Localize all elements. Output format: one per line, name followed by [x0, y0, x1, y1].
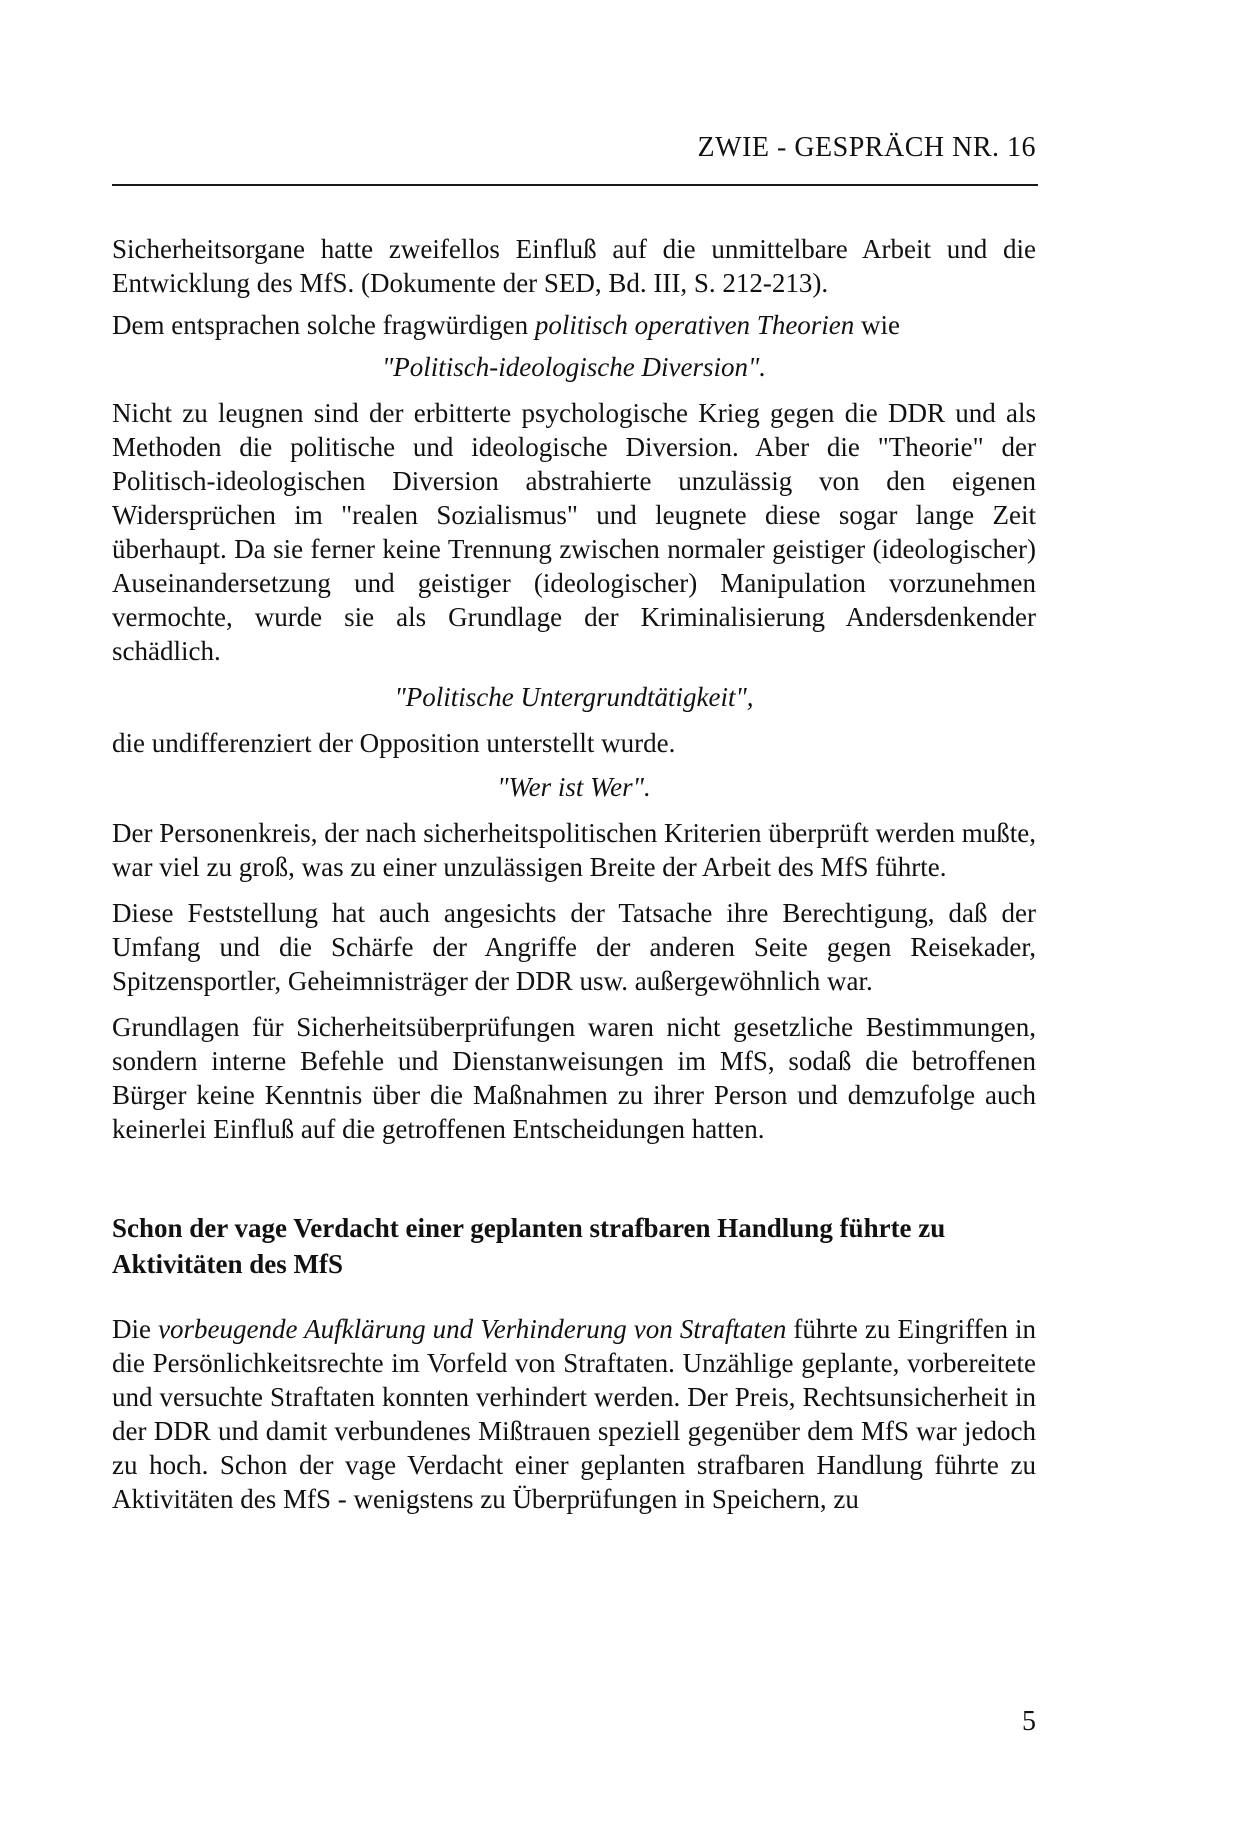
- running-header: ZWIE - GESPRÄCH NR. 16: [697, 132, 1036, 163]
- section-heading: Schon der vage Verdacht einer geplanten strafbaren Handlung führte zu Aktivitäten des MfS: [112, 1213, 946, 1279]
- paragraph-text-rest: führte zu Eingriffen in die Persönlichkeitsrechte im Vorfeld von Straftaten. Unzählige geplante, vorbereitete und versuchte Straftaten konnten verhindert werden. Der Preis, Rechtsunsicherheit in der DDR und damit verbundenes Mißtrauen speziell gegenüber dem MfS war jedoch zu hoch. Schon der vage Verdacht einer geplanten strafbaren Handlung führte zu Aktivitäten des MfS - wenigstens zu Überprüfungen in Speichern, zu: [112, 1314, 1037, 1514]
- page-number: 5: [1022, 1706, 1036, 1737]
- emphasis-text: politisch operativen Theorien: [534, 310, 855, 340]
- paragraph-feststellung: Diese Feststellung hat auch angesichts der Tatsache ihre Berechtigung, daß der Umfang und die Schärfe der Angriffe der anderen Seite gegen Reisekader, Spitzensportler, Geheimnisträger der DDR usw. außergewöhnlich war.: [112, 898, 1036, 996]
- paragraph-text-start: Die: [112, 1314, 159, 1344]
- paragraph-grundlagen: Grundlagen für Sicherheitsüberprüfungen waren nicht gesetzliche Bestimmungen, sondern interne Befehle und Dienstanweisungen im MfS, sodaß die betroffenen Bürger keine Kenntnis über die Maßnahmen zu ihrer Person und demzufolge auch keinerlei Einfluß auf die getroffenen Entscheidungen hatten.: [112, 1012, 1036, 1144]
- theory-quote-underground: "Politische Untergrundtätigkeit",: [394, 682, 754, 712]
- paragraph-vorbeugende-aufklaerung: [112, 1312, 1036, 1516]
- paragraph-opposition: die undifferenziert der Opposition unterstellt wurde.: [112, 728, 676, 758]
- paragraph-theories-intro: [112, 308, 1036, 342]
- theory-quote-wer-ist-wer: "Wer ist Wer".: [497, 772, 651, 802]
- paragraph-text: Dem entsprachen solche fragwürdigen: [112, 310, 535, 340]
- paragraph-continued: Sicherheitsorgane hatte zweifellos Einfluß auf die unmittelbare Arbeit und die Entwicklung des MfS. (Dokumente der SED, Bd. III, S. 212-213).: [112, 234, 1036, 298]
- header-rule: [112, 184, 1038, 186]
- paragraph-diversion: Nicht zu leugnen sind der erbitterte psychologische Krieg gegen die DDR und als Methoden die politische und ideologische Diversion. Aber die "Theorie" der Politisch-ideologischen Diversion abstrahierte unzulässig von den eigenen Widersprüchen im "realen Sozialismus" und leugnete diese sogar lange Zeit überhaupt. Da sie ferner keine Trennung zwischen normaler geistiger (ideologischer) Auseinandersetzung und geistiger (ideologischer) Manipulation vorzunehmen vermochte, wurde sie als Grundlage der Kriminalisierung Andersdenkender schädlich.: [112, 398, 1036, 666]
- paragraph-personenkreis: Der Personenkreis, der nach sicherheitspolitischen Kriterien überprüft werden mußte, war viel zu groß, was zu einer unzulässigen Breite der Arbeit des MfS führte.: [112, 818, 1036, 882]
- paragraph-text-end: wie: [854, 310, 901, 340]
- emphasis-text: vorbeugende Aufklärung und Verhinderung von Straftaten: [158, 1314, 787, 1344]
- theory-quote-diversion: "Politisch-ideologische Diversion".: [381, 352, 767, 382]
- page-body: [112, 232, 1036, 1528]
